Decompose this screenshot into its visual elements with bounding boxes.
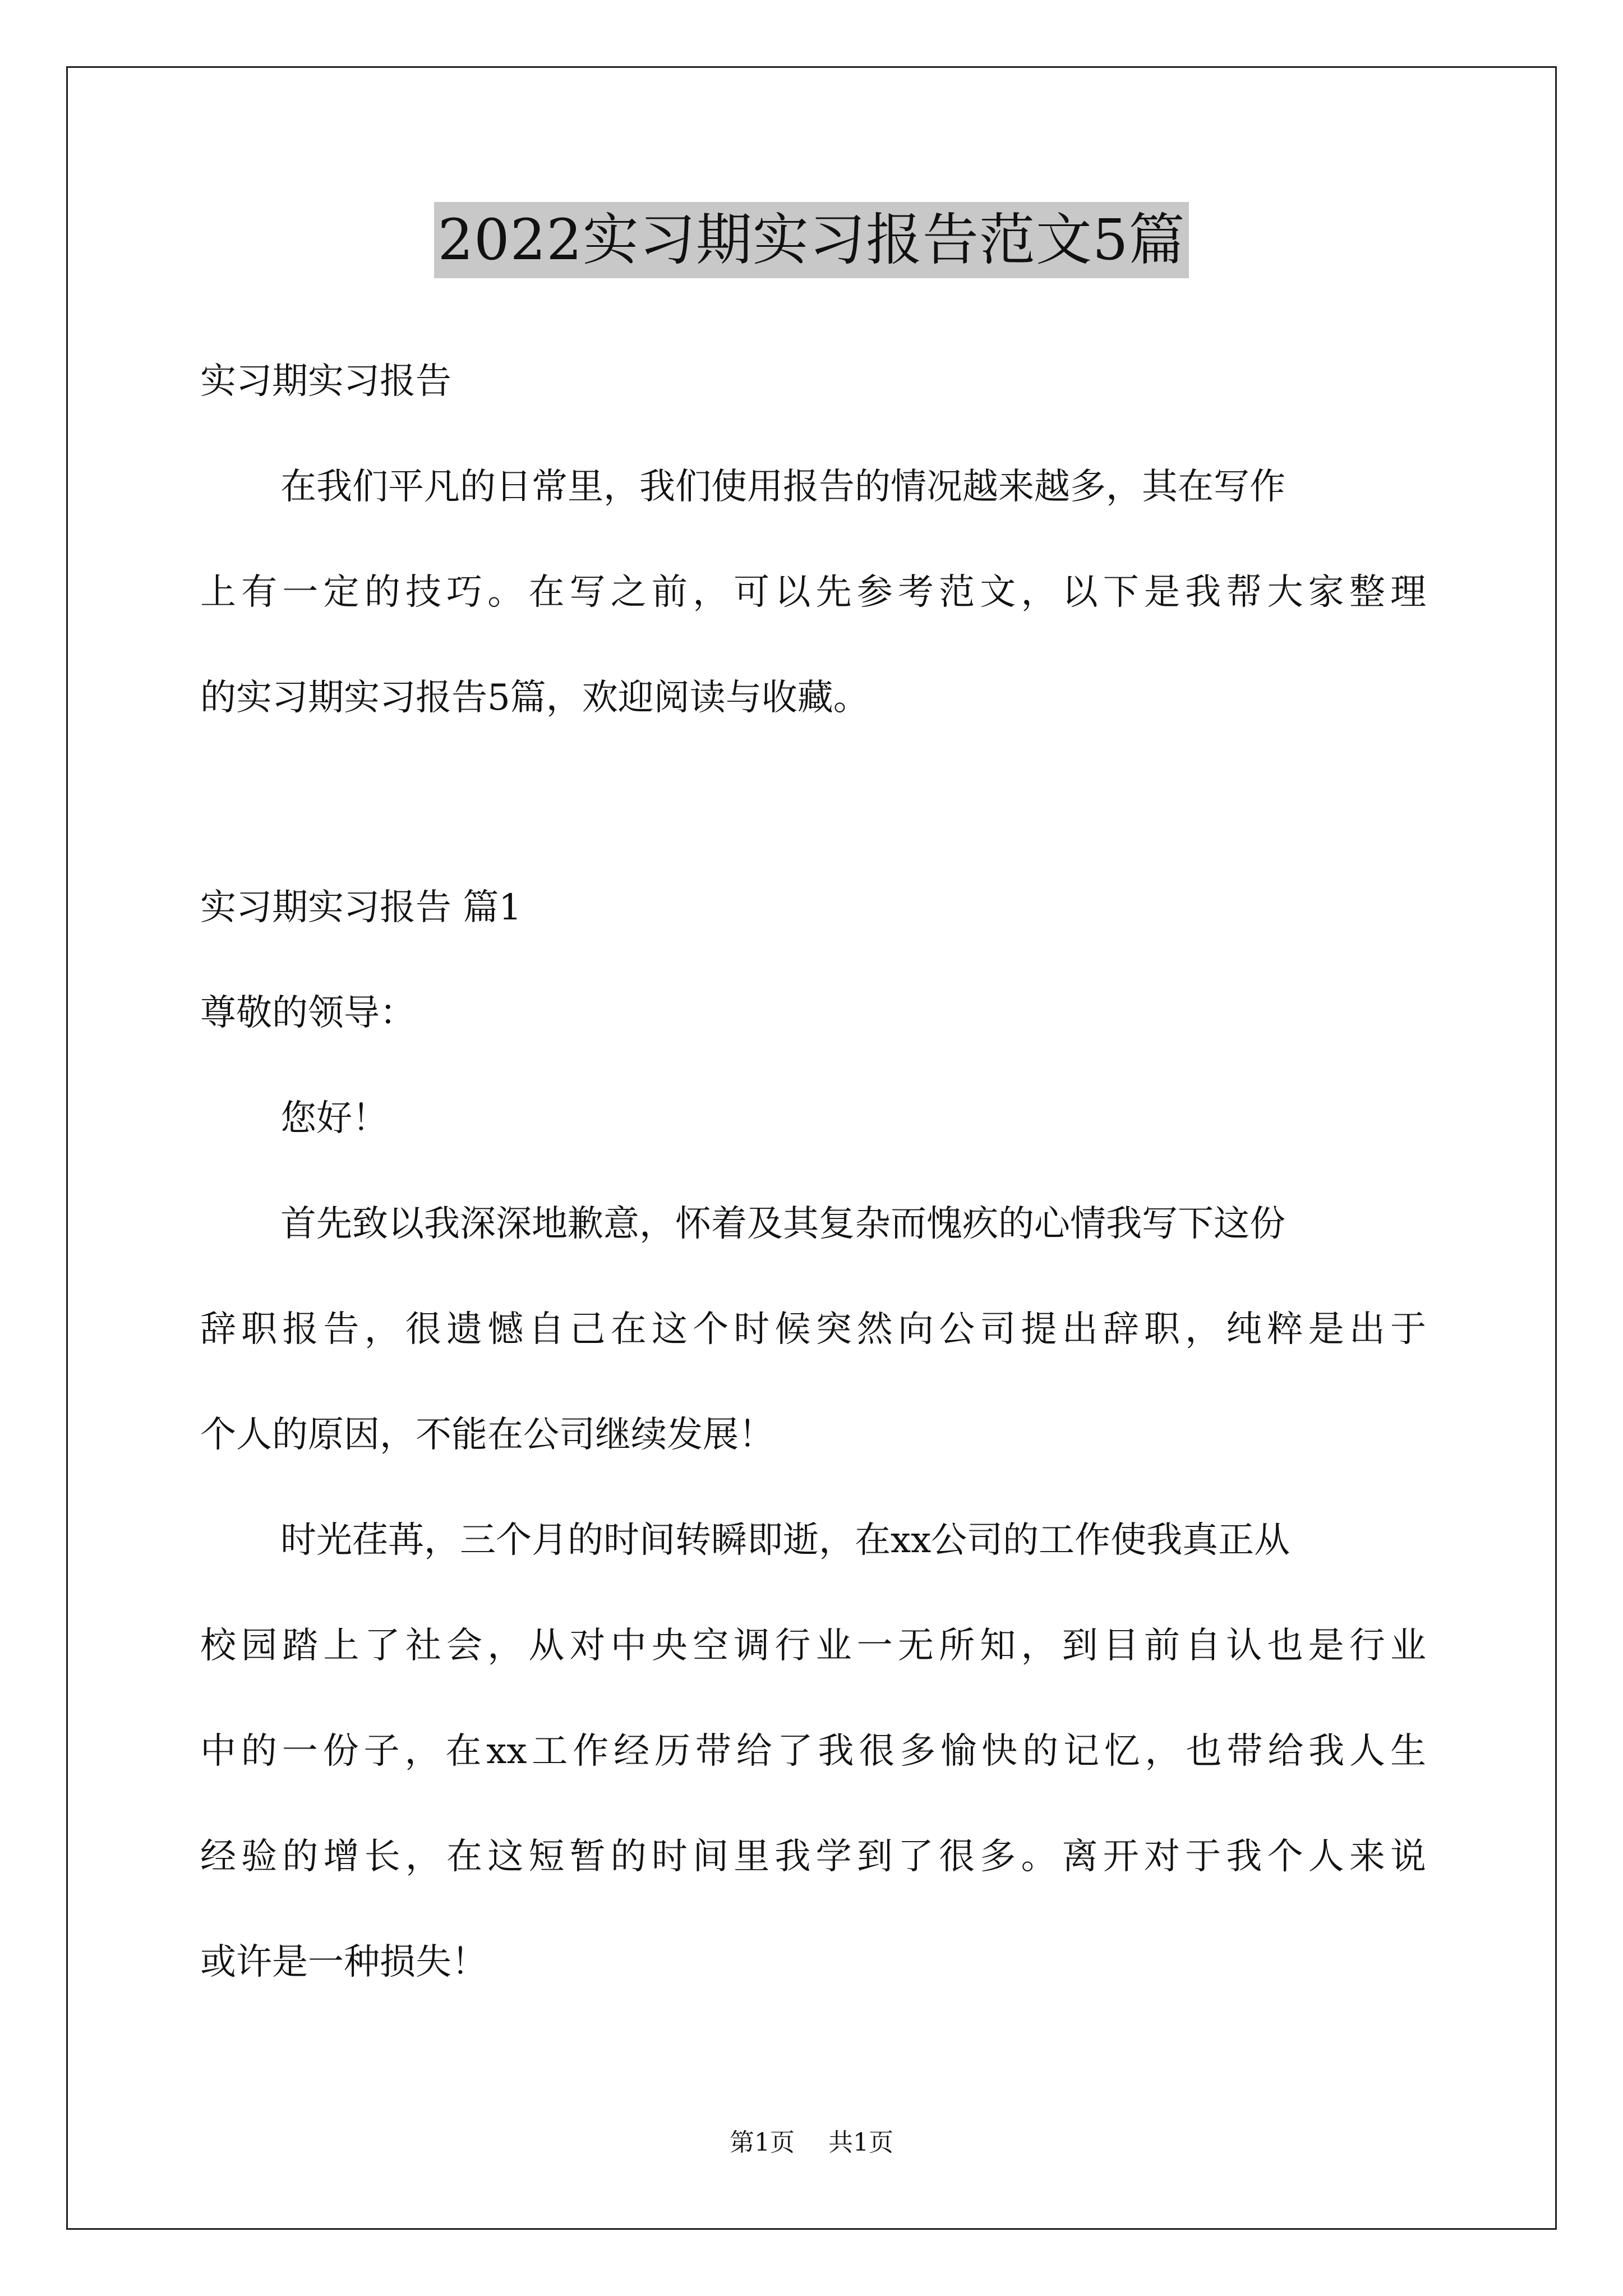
paragraph2-line-5: 或许是一种损失！ <box>200 1941 487 1983</box>
greeting: 您好！ <box>280 1098 388 1139</box>
intro-line-2: 上有一定的技巧。在写之前，可以先参考范文，以下是我帮大家整理 <box>200 572 1426 613</box>
paragraph2-line-3: 中的一份子，在xx工作经历带给了我很多愉快的记忆，也带给我人生 <box>200 1731 1426 1772</box>
intro-line-1: 在我们平凡的日常里，我们使用报告的情况越来越多，其在写作 <box>280 466 1285 508</box>
intro-heading: 实习期实习报告 <box>200 361 451 402</box>
page-number-total: 共1页 <box>828 2128 893 2157</box>
paragraph1-line-2: 辞职报告，很遗憾自己在这个时候突然向公司提出辞职，纯粹是出于 <box>200 1309 1426 1350</box>
paragraph2-line-1: 时光荏苒，三个月的时间转瞬即逝，在xx公司的工作使我真正从 <box>280 1520 1290 1561</box>
title-container <box>0 202 1623 278</box>
paragraph1-line-1: 首先致以我深深地歉意，怀着及其复杂而愧疚的心情我写下这份 <box>280 1203 1285 1245</box>
paragraph2-line-4: 经验的增长，在这短暂的时间里我学到了很多。离开对于我个人来说 <box>200 1836 1426 1878</box>
intro-line-3: 的实习期实习报告5篇，欢迎阅读与收藏。 <box>200 677 869 719</box>
paragraph2-line-2: 校园踏上了社会，从对中央空调行业一无所知，到目前自认也是行业 <box>200 1625 1426 1667</box>
salutation: 尊敬的领导： <box>200 992 416 1034</box>
page-footer <box>0 2127 1623 2159</box>
document-title: 2022实习期实习报告范文5篇 <box>434 202 1188 278</box>
section-heading: 实习期实习报告 篇1 <box>200 887 522 928</box>
page-number-current: 第1页 <box>730 2128 795 2157</box>
paragraph1-line-3: 个人的原因，不能在公司继续发展！ <box>200 1414 774 1456</box>
